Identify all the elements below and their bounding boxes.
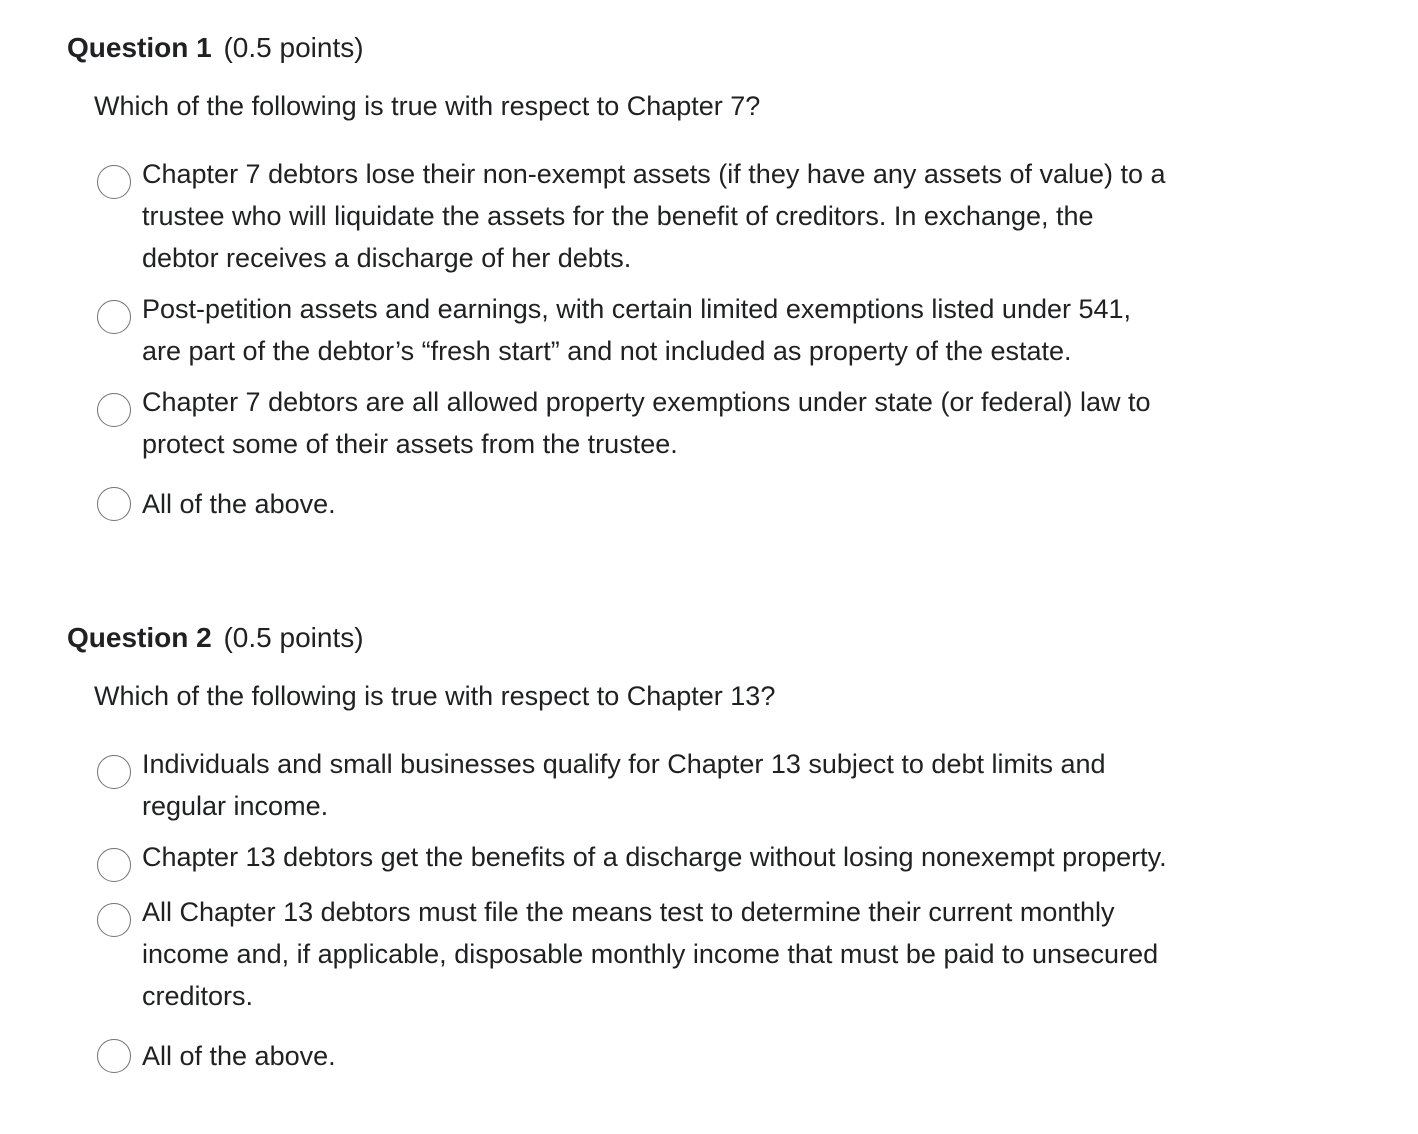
radio-button[interactable] (97, 487, 131, 521)
question-1-option-b[interactable] (97, 288, 1367, 372)
question-2-option-a[interactable] (97, 743, 1367, 827)
option-label[interactable]: Individuals and small businesses qualify for Chapter 13 subject to debt limits and regular income. (142, 749, 1106, 821)
question-1-header (67, 29, 1367, 67)
question-2-number: Question 2 (67, 622, 212, 653)
radio-button[interactable] (97, 848, 131, 882)
question-1-options (97, 153, 1367, 525)
question-2 (67, 619, 1367, 1086)
option-label[interactable]: Chapter 13 debtors get the benefits of a discharge without losing nonexempt property. (142, 842, 1167, 872)
question-2-points: (0.5 points) (223, 622, 364, 653)
question-1-option-a[interactable] (97, 153, 1367, 279)
question-1-points: (0.5 points) (223, 32, 364, 63)
question-2-header (67, 619, 1367, 657)
question-2-option-c[interactable] (97, 891, 1367, 1017)
question-2-options (97, 743, 1367, 1077)
radio-button[interactable] (97, 903, 131, 937)
question-2-option-b[interactable] (97, 836, 1367, 882)
radio-button[interactable] (97, 393, 131, 427)
question-1-prompt: Which of the following is true with respect to Chapter 7? (94, 91, 761, 121)
question-1-number: Question 1 (67, 32, 212, 63)
question-2-prompt: Which of the following is true with respect to Chapter 13? (94, 681, 776, 711)
radio-button[interactable] (97, 755, 131, 789)
option-label[interactable]: All of the above. (142, 489, 336, 519)
option-label[interactable]: Chapter 7 debtors are all allowed property exemptions under state (or federal) law to protect some of their assets from the trustee. (142, 387, 1151, 459)
option-label[interactable]: Post-petition assets and earnings, with certain limited exemptions listed under 541, are part of the debtor’s “fresh start” and not included as property of the estate. (142, 294, 1132, 366)
radio-button[interactable] (97, 300, 131, 334)
question-2-option-d[interactable] (97, 1035, 1367, 1077)
question-1-option-d[interactable] (97, 483, 1367, 525)
option-label[interactable]: Chapter 7 debtors lose their non-exempt assets (if they have any assets of value) to a trustee who will liquidate the assets for the benefit of creditors. In exchange, the debtor receives a discharge of her debts. (142, 159, 1166, 273)
question-1 (67, 29, 1367, 534)
option-label[interactable]: All Chapter 13 debtors must file the means test to determine their current monthly income and, if applicable, disposable monthly income that must be paid to unsecured creditors. (142, 897, 1159, 1011)
radio-button[interactable] (97, 1039, 131, 1073)
question-1-option-c[interactable] (97, 381, 1367, 465)
radio-button[interactable] (97, 165, 131, 199)
option-label[interactable]: All of the above. (142, 1041, 336, 1071)
